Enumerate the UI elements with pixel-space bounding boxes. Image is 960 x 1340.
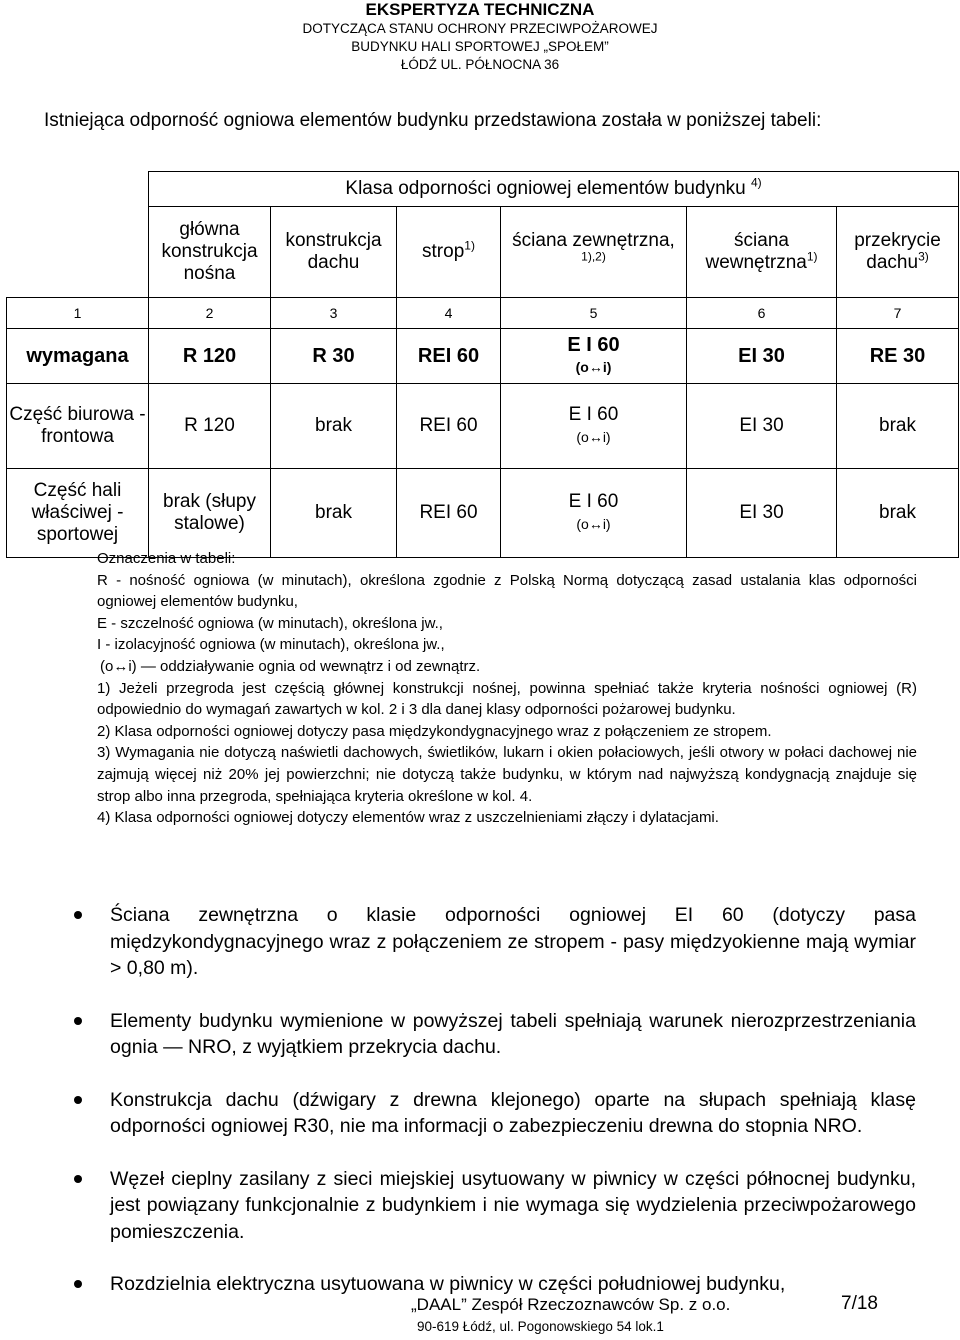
table-notes [97, 548, 917, 829]
table-cell: E I 60 (o↔i) [501, 469, 687, 558]
table-cell: brak (słupy stalowe) [149, 469, 271, 558]
list-item: Elementy budynku wymienione w powyższej tabeli spełniają warunek nierozprzestrzeniania ognia — NRO, z wyjątkiem przekrycia dachu. [74, 1008, 916, 1061]
row-label: wymagana [7, 329, 149, 384]
footnote-2: 2) Klasa odporności ogniowej dotyczy pasa międzykondygnacyjnego wraz z połączeniem ze stropem. [97, 722, 772, 740]
header-line-3: ŁÓDŹ UL. PÓŁNOCNA 36 [400, 57, 560, 72]
bullet-icon [74, 1096, 82, 1104]
list-item: Konstrukcja dachu (dźwigary z drewna klejonego) oparte na słupach spełniają klasę odporności ogniowej R30, nie ma informacji o zabezpieczeniu drewna do stopnia NRO. [74, 1087, 916, 1140]
table-cell: EI 30 [687, 469, 837, 558]
col-number: 5 [501, 298, 687, 329]
table-row-office [7, 384, 959, 469]
note-item: (o↔i) — oddziaływanie ognia od wewnątrz i od zewnątrz. [100, 657, 481, 675]
col-header-ceiling: strop$^{1)}$ [397, 207, 501, 298]
page-number: 7/18 [841, 1293, 878, 1314]
footnote-1: 1) Jeżeli przegroda jest częścią głównej konstrukcji nośnej, powinna spełniać także kryteria nośności ogniowej (R) odpowiednio do wymagań zawartych w kol. 2 i 3 dla danej klasy odporności pożarowej budynku. [97, 679, 917, 719]
page-header [0, 0, 960, 74]
footnote-3: 3) Wymagania nie dotyczą naświetli dachowych, świetlików, lukarn i okien połaciowych, jeśli otwory w połaci dachowej nie zajmują więcej niż 20% jej powierzchni; nie dotyczą także budynku, w którym nad najwyższą kondygnacją znajduje się strop albo inna przegroda, spełniająca kryteria określone w kol. 4. [97, 744, 917, 805]
bullet-icon [74, 911, 82, 919]
header-line-1: DOTYCZĄCA STANU OCHRONY PRZECIWPOŻAROWEJ [302, 21, 658, 36]
row-label: Część biurowa - frontowa [7, 384, 149, 469]
col-number: 1 [7, 298, 149, 329]
list-item: Ściana zewnętrzna o klasie odporności ogniowej EI 60 (dotyczy pasa międzykondygnacyjnego wraz z połączeniem ze stropem - pasy międzyokienne mają wymiar > 0,80 m). [74, 902, 916, 982]
note-item: E - szczelność ogniowa (w minutach), określona jw., [97, 614, 443, 632]
col-number: 4 [397, 298, 501, 329]
footnote-4: 4) Klasa odporności ogniowej dotyczy elementów wraz z uszczelnieniami złączy i dylatacjami. [97, 809, 719, 827]
col-header-main-structure: główna konstrukcja nośna [149, 207, 271, 298]
table-cell: REI 60 [397, 469, 501, 558]
table-cell: E I 60 (o↔i) [501, 384, 687, 469]
footer-company: „DAAL” Zespół Rzeczoznawców Sp. z o.o. [411, 1295, 731, 1314]
col-number: 7 [837, 298, 959, 329]
table-cell: R 120 [149, 329, 271, 384]
bullet-list [74, 902, 916, 1324]
col-number: 6 [687, 298, 837, 329]
fire-resistance-table [6, 171, 959, 558]
col-number: 2 [149, 298, 271, 329]
col-header-external-wall: ściana zewnętrzna, $^{1),2)}$ [501, 207, 687, 298]
table-row-required [7, 329, 959, 384]
note-item: R - nośność ogniowa (w minutach), określona zgodnie z Polską Normą dotyczącą zasad ustalania klas odporności ogniowej elementów budynku, [97, 571, 917, 611]
list-item: Rozdzielnia elektryczna usytuowana w piwnicy w części południowej budynku, [74, 1271, 916, 1298]
header-title: EKSPERTYZA TECHNICZNA [365, 0, 595, 19]
table-cell: EI 30 [687, 329, 837, 384]
bullet-icon [74, 1017, 82, 1025]
footer-address: 90-619 Łódź, ul. Pogonowskiego 54 lok.1 [417, 1319, 664, 1334]
table-cell: brak [837, 384, 959, 469]
table-cell: RE 30 [837, 329, 959, 384]
col-header-roof-covering: przekrycie dachu$^{3)}$ [837, 207, 959, 298]
group-header: Klasa odporności ogniowej elementów budynku $^{4)}$ [149, 172, 959, 207]
table-cell: R 120 [149, 384, 271, 469]
bullet-icon [74, 1175, 82, 1183]
table-cell: E I 60 (o↔i) [501, 329, 687, 384]
table-cell: R 30 [271, 329, 397, 384]
intro-paragraph: Istniejąca odporność ogniowa elementów budynku przedstawiona została w poniższej tabeli: [44, 110, 822, 131]
table-cell: REI 60 [397, 384, 501, 469]
table-cell: brak [271, 469, 397, 558]
table-row-hall [7, 469, 959, 558]
note-item: I - izolacyjność ogniowa (w minutach), określona jw., [97, 636, 445, 654]
col-header-internal-wall: ściana wewnętrzna$^{1)}$ [687, 207, 837, 298]
header-line-2: BUDYNKU HALI SPORTOWEJ „SPOŁEM” [351, 39, 609, 54]
list-item: Węzeł cieplny zasilany z sieci miejskiej usytuowany w piwnicy w części północnej budynku, jest powiązany funkcjonalnie z budynkiem i nie wymaga się wydzielenia przeciwpożarowego pomieszczenia. [74, 1166, 916, 1246]
table-cell: brak [271, 384, 397, 469]
table-cell: EI 30 [687, 384, 837, 469]
col-number: 3 [271, 298, 397, 329]
notes-heading: Oznaczenia w tabeli: [97, 550, 236, 567]
col-header-roof-structure: konstrukcja dachu [271, 207, 397, 298]
table-cell: REI 60 [397, 329, 501, 384]
table-cell: brak [837, 469, 959, 558]
bullet-icon [74, 1280, 82, 1288]
row-label: Część hali właściwej - sportowej [7, 469, 149, 558]
